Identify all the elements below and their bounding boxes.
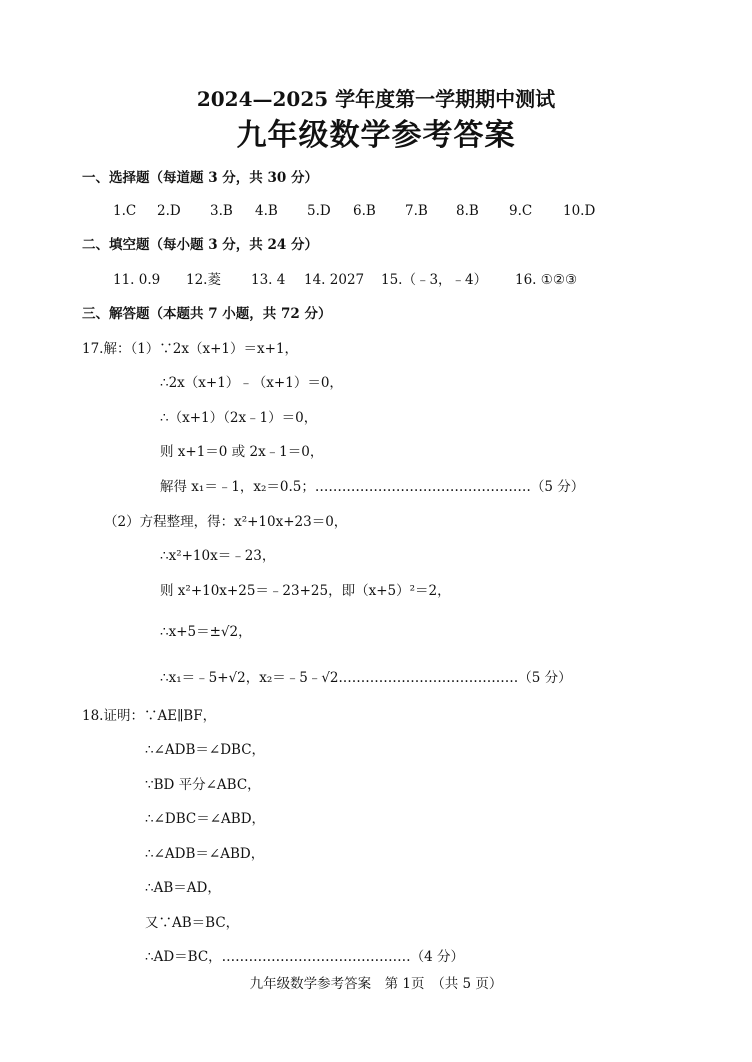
q18-line: ∵BD 平分∠ABC， (145, 777, 261, 793)
page-footer: 九年级数学参考答案 第 1页 （共 5 页） (249, 976, 503, 992)
fill-answer: 14. 2027 (304, 272, 365, 288)
choice-answer: 8.B (456, 203, 479, 219)
q18-line: ∴AB＝AD， (145, 880, 221, 896)
section1-heading: 一、选择题（每道题 3 分，共 30 分） (82, 170, 318, 186)
choice-answer: 3.B (210, 203, 233, 219)
q18-line: ∴∠ADB＝∠ABD， (145, 846, 265, 862)
q18-line: ∴∠DBC＝∠ABD， (145, 811, 266, 827)
choice-answer: 2.D (157, 203, 181, 219)
q17-line: ∴（x+1）（2x﹣1）＝0， (160, 410, 318, 426)
q17-line: ∴x²+10x＝﹣23， (160, 548, 276, 564)
fill-answers-row (0, 271, 752, 289)
q17-line: ∴x₁＝﹣5+√2，x₂＝﹣5﹣√2.…………………………………（5 分） (160, 670, 572, 686)
exam-title: 2024—2025 学年度第一学期期中测试 (196, 87, 556, 111)
choice-answer: 6.B (353, 203, 376, 219)
choice-answer: 10.D (563, 203, 596, 219)
choice-answer: 1.C (113, 203, 137, 219)
fill-answer: 11. 0.9 (113, 272, 161, 288)
q18-line: ∴∠ADB＝∠DBC， (145, 742, 266, 758)
q17-line: 解得 x₁＝﹣1，x₂＝0.5；…………………………………………（5 分） (160, 479, 585, 495)
fill-answer: 15.（﹣3，﹣4） (381, 272, 488, 288)
q17-line: 17.解：（1）∵2x（x+1）＝x+1， (82, 341, 299, 357)
section3-heading: 三、解答题（本题共 7 小题，共 72 分） (82, 306, 332, 322)
fill-answer: 16. ①②③ (515, 272, 578, 288)
q18-line: 又∵AB＝BC， (145, 915, 240, 931)
q18-line: 18.证明：∵AE∥BF， (82, 708, 217, 724)
choice-answers-row (0, 202, 752, 220)
choice-answer: 7.B (405, 203, 428, 219)
section2-heading: 二、填空题（每小题 3 分，共 24 分） (82, 237, 318, 253)
choice-answer: 9.C (509, 203, 533, 219)
q17-line: ∴x+5＝±√2， (160, 624, 252, 640)
q18-line: ∴AD＝BC，……………………………………（4 分） (145, 949, 465, 965)
fill-answer: 12.菱 (186, 272, 221, 288)
q17-line: 则 x²+10x+25＝﹣23+25，即（x+5）²＝2， (160, 583, 451, 599)
q17-line: （2）方程整理，得：x²+10x+23＝0， (104, 514, 348, 530)
fill-answer: 13. 4 (251, 272, 286, 288)
answer-key-title: 九年级数学参考答案 (236, 118, 516, 153)
q17-line: ∴2x（x+1）﹣（x+1）＝0， (160, 375, 343, 391)
choice-answer: 5.D (307, 203, 331, 219)
choice-answer: 4.B (255, 203, 278, 219)
q17-line: 则 x+1＝0 或 2x﹣1＝0， (160, 444, 324, 460)
